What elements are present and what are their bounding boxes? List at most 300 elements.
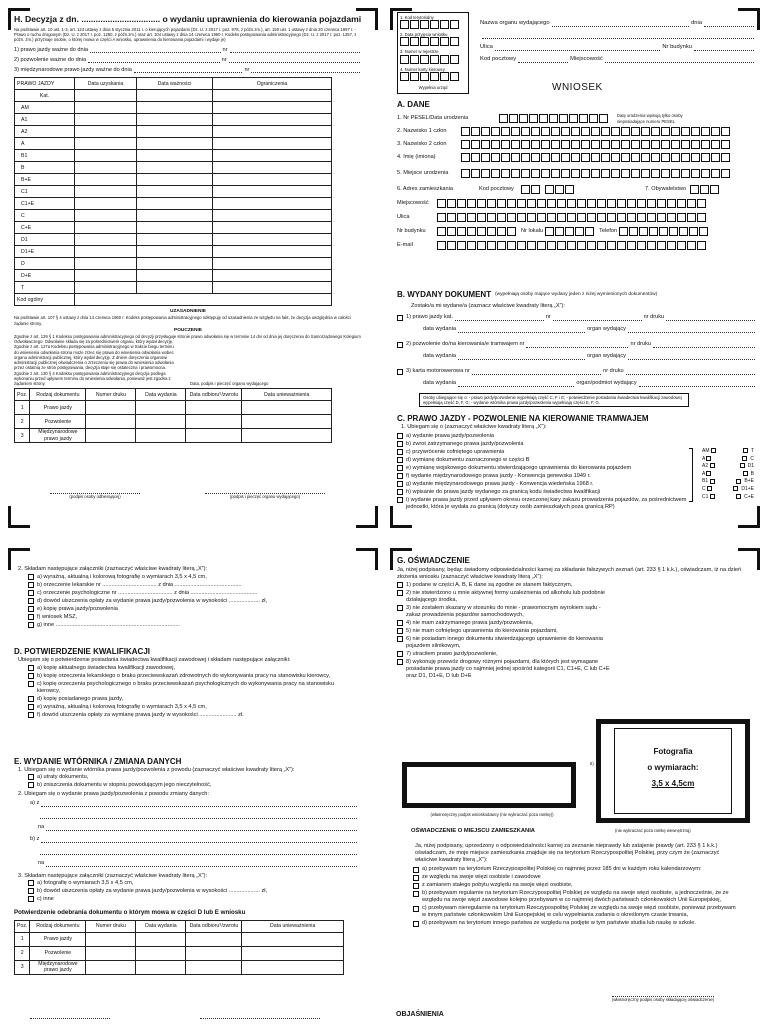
c-label: a) wydanie prawa jazdy/pozwolenia <box>406 432 494 439</box>
kod-terytorialny-boxes[interactable] <box>400 20 460 29</box>
attachment-checkbox[interactable] <box>28 606 34 612</box>
c-cat-left: B1 <box>702 478 709 485</box>
organ-miejscowosc-field[interactable] <box>605 57 754 63</box>
category-cell[interactable] <box>137 222 213 234</box>
section-e-title: E. WYDANIE WTÓRNIKA / ZMIANA DANYCH <box>14 757 182 766</box>
receipt-table-2 <box>14 920 344 975</box>
bottom-sig-right <box>200 1018 320 1019</box>
nazwa-organu-field-2[interactable] <box>482 33 754 39</box>
residence-item <box>413 890 737 904</box>
c-checkbox[interactable] <box>397 473 403 479</box>
email-boxes[interactable] <box>437 241 707 250</box>
b-item-3-checkbox[interactable] <box>397 369 403 375</box>
nazwisko2-boxes[interactable] <box>461 140 731 149</box>
g-checkbox[interactable] <box>397 651 403 657</box>
category-label: B <box>15 162 75 174</box>
residence-checkbox[interactable] <box>413 883 419 889</box>
d-item <box>28 665 348 672</box>
g-label: 7) utraciłem prawo jazdy/pozwolenie, <box>406 650 498 657</box>
c-label: e) wymianę wojskowego dokumentu stwierdzającego uprawnienia do kierowania pojazdem <box>406 464 632 471</box>
h-line-2-date[interactable] <box>88 57 219 63</box>
photo-inner-frame <box>614 728 732 814</box>
doc-row-cell[interactable] <box>242 932 344 946</box>
numer-rejestru-boxes[interactable] <box>400 55 460 64</box>
b-item-1-druk[interactable] <box>666 315 755 321</box>
category-cell[interactable] <box>213 198 332 210</box>
h-line-3-nr[interactable] <box>251 67 360 73</box>
category-row <box>15 102 332 114</box>
category-cell[interactable] <box>137 114 213 126</box>
g-label: 3) nie zostałem skazany w stosunku do mnie - prawomocnym wyrokiem sądu - zakaz prowadzenia pojazdów samochodowych, <box>406 604 601 618</box>
doc-row-cell[interactable] <box>186 429 242 443</box>
category-cell[interactable] <box>75 198 137 210</box>
c-cat-left-checkbox[interactable] <box>710 463 715 468</box>
driving-license-categories-table <box>14 77 332 306</box>
c-label: f) wydanie międzynarodowego prawa jazdy - Konwencja genewska 1949 r. <box>406 472 591 479</box>
e-change-b-from[interactable] <box>41 837 357 843</box>
c-cat-left: A2 <box>702 463 709 470</box>
d-checkbox[interactable] <box>28 704 34 710</box>
g-label: 4) nie mam zatrzymanego prawa jazdy/pozwolenia, <box>406 619 534 626</box>
photo-label-2: o wymiarach: <box>647 763 699 772</box>
office-address: Nazwa organu wydającego dnia Ulica Nr budynku Kod pocztowy Miejscowość <box>480 18 756 66</box>
b-item-2-druk[interactable] <box>653 342 755 348</box>
b-item-1-data[interactable] <box>458 327 585 333</box>
e3-label: c) inne <box>37 895 54 902</box>
pouczenie-1: Zgodnie z art. 129 § 1 Kodeksu postępowania administracyjnego od decyzji przysługuje stronie prawo odwołania się w terminie 14 dni od dnia jej doręczenia do Samorządowego Kolegium Odwoławczego. Odwołanie składa się za pośrednictwem organu, który wydał decyzję. <box>14 333 361 345</box>
category-cell[interactable] <box>137 198 213 210</box>
category-cell[interactable] <box>137 186 213 198</box>
section-d-title: D. POTWIERDZENIE KWALIFIKACJI <box>14 647 150 656</box>
category-cell[interactable] <box>137 234 213 246</box>
residence-item <box>413 874 737 881</box>
doc-row-poz: 3 <box>15 960 30 974</box>
miejscowosc-boxes[interactable] <box>437 199 707 208</box>
doc-row-cell[interactable] <box>86 401 136 415</box>
b-item-3-organ[interactable] <box>639 381 755 387</box>
photo-label-1: Fotografia <box>653 747 693 756</box>
doc-row-poz: 1 <box>15 932 30 946</box>
organ-nr-budynku-field[interactable] <box>694 45 754 51</box>
e-change-a-to[interactable] <box>46 825 357 831</box>
e1-item <box>28 782 359 789</box>
doc-row-cell[interactable] <box>186 415 242 429</box>
bottom-sig-left <box>30 1018 110 1019</box>
c-cat-right-checkbox[interactable] <box>740 463 745 468</box>
category-cell[interactable] <box>137 150 213 162</box>
telefon-boxes[interactable] <box>619 227 709 236</box>
doc-table-header: Data wydania <box>136 920 186 932</box>
doc-row-cell[interactable] <box>242 401 332 415</box>
c-item <box>397 497 697 511</box>
category-row <box>15 174 332 186</box>
category-cell[interactable] <box>75 114 137 126</box>
c-cat-right: B+E <box>744 478 754 485</box>
section-h-legal: Na podstawie art. 10 ust. 1-3, art. 124 ustawy z dnia 5 stycznia 2011 r. o kierujących pojazdami (Dz. U. z 2017 r. poz. 978, z późn.zm.), art. 150 ust. 1 ustawy z dnia 20 czerwca 1997 r. - Prawo o ruchu drogowym (Dz. U. z 2017 r. poz. 1260, z późn.zm.) oraz art. 104 ustawy z dnia 14 czerwca 1960 r. Kodeks postępowania administracyjnego (Dz. U. z 2017 r. poz. 1257, z późn. zm.) przyznaje osobie, o której mowa w części A wniosku, uprawnienia do kierowania pojazdami i wydaje je) <box>14 26 357 43</box>
c-cat-right-checkbox[interactable] <box>733 486 738 491</box>
category-cell[interactable] <box>137 282 213 294</box>
c-cat-right-checkbox[interactable] <box>736 494 741 499</box>
section-c-items <box>397 433 697 511</box>
signature-caption: (własnoręczny podpis wnioskodawcy (nie wykraczać poza ramkę)) <box>430 812 554 817</box>
g-checkbox[interactable] <box>397 620 403 626</box>
residence-label: c) przebywam nieregularnie na terytorium Rzeczypospolitej Polskiej ze względu na swoje więzi osobiste, ponieważ przebywam w innym państwie członkowskim Unii Europejskiej w celu wypełniania zadania o określonym czasie trwania, <box>422 905 736 919</box>
category-row <box>15 162 332 174</box>
section-b: B. WYDANY DOKUMENT (wypełniają osoby mające wydany jeden z niżej wymienionych dokumentów) Zostało/a mi wydane/a (zaznacz właściwe kwadraty literą „X”): 1) prawo jazdy kat. nr nr druku data wydania organ wydający 2) pozwolenie do/na kierowania/e tramwajem nr nr druku data wydania organ wydający 3) karta motorowerowa nr nr druku data wydania organ/podmiot wydający Osoby ubiegające się o: - prawo jazdy/pozwolenie wypełniają część C, F i G; - potwierdzenie posiadania świadectwa kwalifikacji zawodowej wypełniają część D, F, G; - wydanie wtórnika prawa jazdy/pozwolenia wypełniają części E, F, G. <box>397 290 757 407</box>
category-cell[interactable] <box>75 282 137 294</box>
category-cell[interactable] <box>75 270 137 282</box>
c-item <box>397 473 697 480</box>
category-row <box>15 246 332 258</box>
category-row <box>15 258 332 270</box>
c-checkbox[interactable] <box>397 441 403 447</box>
attachment-label: e) kopię prawa jazdy/pozwolenia <box>37 605 118 612</box>
category-label: D1+E <box>15 246 75 258</box>
b-item-1-kat[interactable] <box>455 315 544 321</box>
e1-checkbox[interactable] <box>28 782 34 788</box>
nr-lokalu-boxes[interactable] <box>545 227 595 236</box>
kod-ogolny-cell[interactable] <box>75 294 332 306</box>
d-checkbox[interactable] <box>28 712 34 718</box>
category-cell[interactable] <box>213 114 332 126</box>
h-line-2-nr[interactable] <box>229 57 360 63</box>
miejsce-urodzenia-boxes[interactable] <box>461 169 731 178</box>
doc-row-cell[interactable] <box>136 960 186 974</box>
doc-row-cell[interactable] <box>242 415 332 429</box>
doc-row-cell[interactable] <box>186 932 242 946</box>
g-item <box>397 659 612 680</box>
g-item <box>397 582 612 589</box>
b-item-1-nr[interactable] <box>553 315 642 321</box>
category-label: C+E <box>15 222 75 234</box>
doc-row-cell[interactable] <box>242 960 344 974</box>
doc-row-cell[interactable] <box>136 429 186 443</box>
g-label: 5) nie mam cofniętego uprawnienia do kierowania pojazdami, <box>406 627 558 634</box>
residence-checkbox[interactable] <box>413 906 419 912</box>
doc-row-cell[interactable] <box>242 946 344 960</box>
kod-ogolny-row <box>15 294 332 306</box>
category-cell[interactable] <box>213 138 332 150</box>
category-cell[interactable] <box>75 150 137 162</box>
data-przyjecia-boxes[interactable] <box>400 37 460 46</box>
attachment-label: g) inne ................................................................................ <box>37 621 180 628</box>
attachment-checkbox[interactable] <box>28 590 34 596</box>
category-row <box>15 114 332 126</box>
category-cell[interactable] <box>213 126 332 138</box>
imie-boxes[interactable] <box>461 153 731 162</box>
residence-declaration: OŚWIADCZENIE O MIEJSCU ZAMIESZKANIA Ja, niżej podpisany, uprzedzony o odpowiedzialności karnej za zeznanie nieprawdy lub zatajenie prawdy (art. 233 § 1 k.k.) oświadczam, że moje miejsce zamieszkania znajduje się na terytorium Rzeczypospolitej Polskiej, przy czym że (zaznaczyć właściwe kwadraty literą „X”): a) przebywam na terytorium Rzeczypospolitej Polskiej co najmniej przez 185 dni w każdym roku kalendarzowym: ze względu na swoje więzi osobiste i zawodowe z zamiarem stałego pobytu względu na swoje więzi osobiste, b) przebywam regularnie na terytorium Rzeczypospolitej Polskiej ze względu na swoje więzi osobiste, a jednocześnie, że ze względu na swoje więzi zawodowe kolejno przebywam w co najmniej dwóch państwach członkowskich Unii Europejskiej, c) przebywam nieregularnie na terytorium Rzeczypospolitej Polskiej ze względu na swoje więzi osobiste, ponieważ przebywam w innym państwie członkowskim Unii Europejskiej w celu wypełniania zadania o określonym czasie trwania, d) przebywam na terytorium innego państwa ze względu na podjęte w tym państwie studia lub naukę w szkole. <box>411 828 736 927</box>
attachment-checkbox[interactable] <box>28 622 34 628</box>
category-cell[interactable] <box>137 258 213 270</box>
crop-mark-lower-top-right <box>356 548 378 570</box>
c-cat-left-checkbox[interactable] <box>711 448 716 453</box>
c-checkbox[interactable] <box>397 481 403 487</box>
kod-ogolny-label: Kod ogólny <box>15 294 75 306</box>
category-cell[interactable] <box>213 246 332 258</box>
doc-row-cell[interactable] <box>186 960 242 974</box>
category-cell[interactable] <box>213 270 332 282</box>
organ-kod-field[interactable] <box>518 57 568 63</box>
category-cell[interactable] <box>137 174 213 186</box>
c-bracket <box>689 448 693 502</box>
attachment-checkbox[interactable] <box>28 614 34 620</box>
category-cell[interactable] <box>213 186 332 198</box>
g-checkbox[interactable] <box>397 582 403 588</box>
doc-row-cell[interactable] <box>86 946 136 960</box>
residence-checkbox[interactable] <box>413 891 419 897</box>
c-checkbox[interactable] <box>397 465 403 471</box>
attachment-checkbox[interactable] <box>28 582 34 588</box>
b-item-2-nr[interactable] <box>526 342 628 348</box>
c-category-row <box>702 494 754 502</box>
signature-box-marker: 6) <box>590 761 594 766</box>
d-checkbox[interactable] <box>28 673 34 679</box>
g-checkbox[interactable] <box>397 659 403 665</box>
section-b-title: B. WYDANY DOKUMENT <box>397 290 492 299</box>
category-label: A2 <box>15 126 75 138</box>
nazwa-organu-field[interactable] <box>552 21 689 27</box>
category-cell[interactable] <box>75 102 137 114</box>
attachment-checkbox[interactable] <box>28 598 34 604</box>
ulica-boxes[interactable] <box>437 213 707 222</box>
category-cell[interactable] <box>75 234 137 246</box>
c-cat-right-checkbox[interactable] <box>743 471 748 476</box>
e-change-a-from[interactable] <box>41 801 357 807</box>
kod-pocztowy-boxes[interactable] <box>521 185 575 194</box>
attachment-item <box>28 598 359 605</box>
attachment-item <box>28 582 359 589</box>
category-cell[interactable] <box>137 126 213 138</box>
b-item-3-druk[interactable] <box>626 369 755 375</box>
category-cell[interactable] <box>75 138 137 150</box>
category-cell[interactable] <box>213 282 332 294</box>
category-cell[interactable] <box>137 270 213 282</box>
c-checkbox[interactable] <box>397 433 403 439</box>
doc-row-cell[interactable] <box>242 429 332 443</box>
residence-checkbox[interactable] <box>413 867 419 873</box>
g-item <box>397 605 612 619</box>
doc-row-cell[interactable] <box>86 415 136 429</box>
d-checkbox[interactable] <box>28 696 34 702</box>
wniosek-title: WNIOSEK <box>552 82 603 93</box>
e3-label: a) fotografię o wymiarach 3,5 x 4,5 cm, <box>37 879 134 886</box>
b-item-3-nr[interactable] <box>472 369 601 375</box>
crop-mark-mid-right <box>356 506 378 528</box>
doc-table-row <box>15 415 332 429</box>
h-line-1-date[interactable] <box>90 47 221 53</box>
e3-item <box>28 896 359 903</box>
category-cell[interactable] <box>137 102 213 114</box>
category-cell[interactable] <box>213 222 332 234</box>
residence-label: z zamiarem stałego pobytu względu na swoje więzi osobiste, <box>422 882 573 889</box>
doc-row-poz: 3 <box>15 429 30 443</box>
organ-ulica-field[interactable] <box>495 45 660 51</box>
residence-checkbox[interactable] <box>413 921 419 927</box>
b-item-1-organ[interactable] <box>628 327 755 333</box>
doc-row-cell[interactable] <box>136 932 186 946</box>
nazwisko1-boxes[interactable] <box>461 127 731 136</box>
b-item-2-checkbox[interactable] <box>397 342 403 348</box>
g-checkbox[interactable] <box>397 590 403 596</box>
c-category-row <box>702 471 754 479</box>
pesel-boxes[interactable] <box>499 114 609 123</box>
d-item <box>28 704 348 711</box>
h-line-1-nr[interactable] <box>230 47 361 53</box>
g-item <box>397 628 612 635</box>
doc-row-cell[interactable] <box>186 401 242 415</box>
category-row <box>15 270 332 282</box>
categories-tbody <box>15 102 332 306</box>
section-b-intro: Zostało/a mi wydane/a (zaznacz właściwe kwadraty literą „X”): <box>411 303 565 309</box>
c-category-row <box>702 478 754 486</box>
g-label: 6) nie posiadam innego dokumentu stwierdzającego uprawnienie do kierowania pojazdem silnikowym, <box>406 635 603 649</box>
crop-mark-mid-left <box>8 506 30 528</box>
residence-title: OŚWIADCZENIE O MIEJSCU ZAMIESZKANIA <box>411 828 535 834</box>
c-label: h) wpisanie do prawa jazdy wydanego za granicą kodu świadectwa kwalifikacji <box>406 488 601 495</box>
c-cat-left-checkbox[interactable] <box>706 471 711 476</box>
c-item <box>397 433 697 440</box>
d-checkbox[interactable] <box>28 681 34 687</box>
e-change-b-from-2[interactable] <box>40 849 357 855</box>
c-cat-left-checkbox[interactable] <box>710 494 715 499</box>
wypelnia-urzad: Wypełnia urząd <box>418 84 448 90</box>
section-e-items-3 <box>28 880 359 903</box>
c-item <box>397 457 697 464</box>
c-label: i) wydanie prawa jazdy przed upływem okresu orzeczonej kary zakazu prowadzenia pojazdów, za pośrednictwem jednostki, która je wydała za granicą (dotyczy osób zamieszkałych poza granicą RP) <box>406 496 687 510</box>
dnia-field[interactable] <box>704 21 754 27</box>
c-cat-left-checkbox[interactable] <box>706 456 711 461</box>
objasnienia-title: OBJAŚNIENIA <box>396 1011 444 1018</box>
doc-row-cell[interactable] <box>86 960 136 974</box>
section-b-note: Osoby ubiegające się o: - prawo jazdy/pozwolenie wypełniają część C, F i G; - potwierdzenie posiadania świadectwa kwalifikacji zawodowej wypełniają część D, F, G; - wydanie wtórnika prawa jazdy/pozwolenia wypełniają części E, F, G. <box>419 393 689 408</box>
doc-row-cell[interactable] <box>86 429 136 443</box>
g-checkbox[interactable] <box>397 628 403 634</box>
section-h-lines <box>14 45 362 75</box>
section-g: G. OŚWIADCZENIE Ja, niżej podpisany, będąc świadomy odpowiedzialności karnej za składanie fałszywych zeznań (art. 233 § 1 k.k.), oświadczam, iż na dzień złożenia wniosku (zaznaczyć właściwe kwadraty literą „X”): 1) podane w części A, B, E dane są zgodne ze stanem faktycznym, 2) nie stwierdzono u mnie aktywnej formy uzależnienia od alkoholu lub podobnie działającego środka, 3) nie zostałem skazany w stosunku do mnie - prawomocnym wyrokiem sądu - zakaz prowadzenia pojazdów samochodowych, 4) nie mam zatrzymanego prawa jazdy/pozwolenia, 5) nie mam cofniętego uprawnienia do kierowania pojazdami, 6) nie posiadam innego dokumentu stwierdzającego uprawnienie do kierowania pojazdem silnikowym, 7) utraciłem prawo jazdy/pozwolenie, 8) wykonuję przewóz drogowy różnymi pojazdami, dla których jest wymagane posiadanie prawa jazdy co najmniej jednej spośród kategorii C1, C1+E, C lub C+E oraz D1, D1+E, D lub D+E <box>397 556 757 681</box>
category-cell[interactable] <box>213 174 332 186</box>
e1-checkbox[interactable] <box>28 774 34 780</box>
c-cat-right-checkbox[interactable] <box>743 448 748 453</box>
h-line-3-date[interactable] <box>134 67 243 73</box>
attachment-item <box>28 606 359 613</box>
e1-item <box>28 774 359 781</box>
part2-items <box>28 574 359 629</box>
c-checkbox[interactable] <box>397 449 403 455</box>
category-row <box>15 210 332 222</box>
section-d-items <box>28 665 348 719</box>
e3-checkbox[interactable] <box>28 880 34 886</box>
category-cell[interactable] <box>75 186 137 198</box>
doc-row-cell[interactable] <box>86 932 136 946</box>
section-c-intro: 1. Ubiegam się o (zaznaczyć właściwe kwadraty literą „X”): <box>401 424 547 430</box>
e-change-b-to[interactable] <box>46 861 357 867</box>
category-cell[interactable] <box>137 162 213 174</box>
b-item-1-checkbox[interactable] <box>397 315 403 321</box>
attachment-label: d) dowód uiszczenia opłaty za wydanie prawa jazdy/pozwolenia w wysokości .................... zł, <box>37 597 268 604</box>
nr-budynku-boxes[interactable] <box>437 227 517 236</box>
category-cell[interactable] <box>75 126 137 138</box>
b-item-3-data[interactable] <box>458 381 574 387</box>
category-row <box>15 234 332 246</box>
category-cell[interactable] <box>213 258 332 270</box>
b-item-2-data[interactable] <box>458 354 585 360</box>
category-cell[interactable] <box>75 246 137 258</box>
doc-table-row <box>15 960 344 974</box>
d-label: e) wyraźną, aktualną i kolorową fotografię o wymiarach 3,5 x 4,5 cm, <box>37 703 207 710</box>
c-cat-left-checkbox[interactable] <box>710 479 715 484</box>
doc-table-header: Numer druku <box>86 389 136 401</box>
g-label: 8) wykonuję przewóz drogowy różnymi pojazdami, dla których jest wymagane posiadanie prawa jazdy co najmniej jednej spośród kategorii C1, C1+E, C lub C+E oraz D1, D1+E, D lub D+E <box>406 658 610 679</box>
e3-checkbox[interactable] <box>28 888 34 894</box>
category-cell[interactable] <box>213 162 332 174</box>
doc-row-cell[interactable] <box>136 415 186 429</box>
category-cell[interactable] <box>75 174 137 186</box>
category-cell[interactable] <box>213 150 332 162</box>
category-cell[interactable] <box>75 222 137 234</box>
category-cell[interactable] <box>75 258 137 270</box>
residence-item <box>413 920 737 927</box>
doc-table-header: Data unieważnienia <box>242 389 332 401</box>
doc-table-header: Numer druku <box>86 920 136 932</box>
numer-karty-boxes[interactable] <box>400 72 460 81</box>
attachment-checkbox[interactable] <box>28 574 34 580</box>
category-cell[interactable] <box>213 102 332 114</box>
obywatelstwo-boxes[interactable] <box>690 185 720 194</box>
c-checkbox[interactable] <box>397 497 403 503</box>
e1-label: b) zniszczenia dokumentu w stopniu powodującym jego nieczytelność, <box>37 781 212 788</box>
d-label: d) kopię posiadanego prawa jazdy, <box>37 695 124 702</box>
residence-sig-caption: (własnoręczny podpis osoby składającej oświadczenie) <box>612 997 715 1002</box>
c-cat-right-checkbox[interactable] <box>742 456 747 461</box>
category-label: A <box>15 138 75 150</box>
category-cell[interactable] <box>213 210 332 222</box>
doc-row-cell[interactable] <box>186 946 242 960</box>
c-label: b) zwrot zatrzymanego prawa jazdy/pozwolenia <box>406 440 524 447</box>
c-checkbox[interactable] <box>397 489 403 495</box>
residence-checkbox[interactable] <box>413 875 419 881</box>
c-checkbox[interactable] <box>397 457 403 463</box>
doc-table-header: Data odbioru⁹/zwrotu <box>186 389 242 401</box>
e3-checkbox[interactable] <box>28 896 34 902</box>
doc-row-cell[interactable] <box>136 401 186 415</box>
section-g-title: G. OŚWIADCZENIE <box>397 556 470 565</box>
c-cat-right-checkbox[interactable] <box>736 479 741 484</box>
category-row <box>15 186 332 198</box>
d-checkbox[interactable] <box>28 665 34 671</box>
signature-box[interactable] <box>402 762 576 808</box>
c-cat-left: AM <box>702 448 710 454</box>
category-cell[interactable] <box>213 234 332 246</box>
attachment-item <box>28 590 359 597</box>
h-line-3: 3) międzynarodowe prawo jazdy ważne do dnia nr <box>14 65 362 75</box>
g-checkbox[interactable] <box>397 636 403 642</box>
category-cell[interactable] <box>137 210 213 222</box>
g-checkbox[interactable] <box>397 605 403 611</box>
category-label: C <box>15 210 75 222</box>
category-cell[interactable] <box>137 246 213 258</box>
attachment-label: b) orzeczenie lekarskie nr ................................... z dnia ........................................... <box>37 581 242 588</box>
category-cell[interactable] <box>137 138 213 150</box>
category-cell[interactable] <box>75 162 137 174</box>
g-item <box>397 590 612 604</box>
c-category-row <box>702 486 754 494</box>
category-cell[interactable] <box>75 210 137 222</box>
e-change-a-from-2[interactable] <box>40 813 357 819</box>
b-item-2-organ[interactable] <box>628 354 755 360</box>
c-cat-left-checkbox[interactable] <box>707 486 712 491</box>
doc-row-cell[interactable] <box>136 946 186 960</box>
g-item <box>397 651 612 658</box>
